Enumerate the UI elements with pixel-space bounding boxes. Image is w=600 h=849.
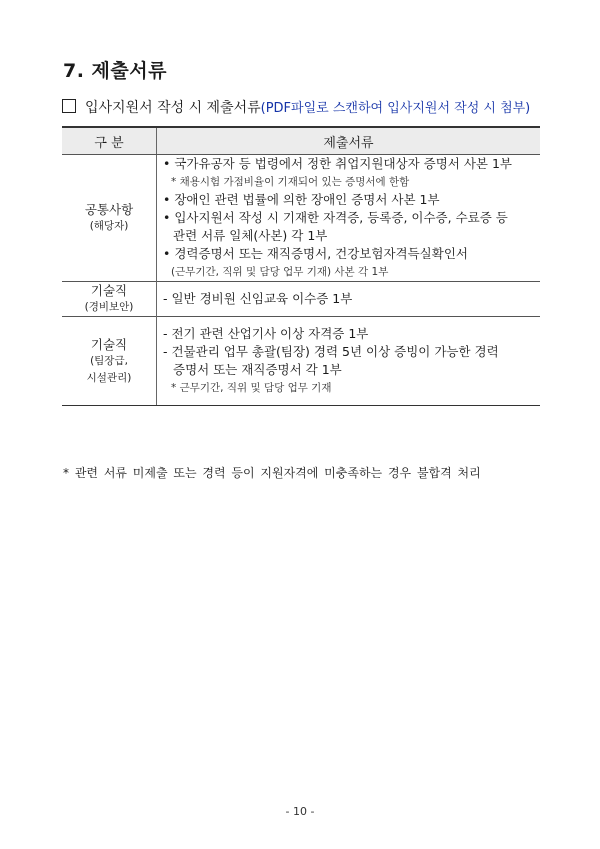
doc-line: - 일반 경비원 신임교육 이수증 1부 xyxy=(163,291,353,306)
doc-note: (근무기간, 직위 및 담당 업무 기재) 사본 각 1부 xyxy=(171,266,389,278)
doc-line: - 전기 관련 산업기사 이상 자격증 1부 xyxy=(163,326,369,341)
subsection-note: (PDF파일로 스캔하여 입사지원서 작성 시 첨부) xyxy=(260,101,531,116)
subsection-heading xyxy=(62,97,530,117)
category-sublabel: 시설관리) xyxy=(86,371,132,384)
table-row xyxy=(62,282,540,317)
doc-line: • 장애인 관련 법률에 의한 장애인 증명서 사본 1부 xyxy=(163,192,440,207)
doc-line: - 건물관리 업무 총괄(팀장) 경력 5년 이상 증빙이 가능한 경력 xyxy=(163,344,499,359)
table-row xyxy=(62,317,540,406)
page-number: - 10 - xyxy=(285,805,315,818)
table-header-row xyxy=(62,127,540,155)
doc-line: • 국가유공자 등 법령에서 정한 취업지원대상자 증명서 사본 1부 xyxy=(163,156,512,171)
category-label: 기술직 xyxy=(90,336,128,352)
table-row xyxy=(62,155,540,282)
header-documents: 제출서류 xyxy=(157,127,541,155)
category-sublabel: (경비보안) xyxy=(84,301,134,313)
checkbox-square-icon xyxy=(62,99,76,113)
subsection-title: 입사지원서 작성 시 제출서류 xyxy=(85,100,261,116)
doc-note: * 근무기간, 직위 및 담당 업무 기재 xyxy=(171,382,332,394)
category-cell xyxy=(62,282,157,317)
section-heading: 7. 제출서류 xyxy=(63,60,167,82)
category-sublabel: (팀장급, xyxy=(90,354,128,367)
doc-note: * 채용시험 가점비율이 기재되어 있는 증명서에 한함 xyxy=(171,176,410,188)
category-cell xyxy=(62,317,157,406)
doc-line: 증명서 또는 재직증명서 각 1부 xyxy=(173,362,342,377)
category-cell xyxy=(62,155,157,282)
documents-table xyxy=(62,126,540,406)
footnote: * 관련 서류 미제출 또는 경력 등이 지원자격에 미충족하는 경우 불합격 처리 xyxy=(63,466,481,480)
doc-line: • 경력증명서 또는 재직증명서, 건강보험자격득실확인서 xyxy=(163,246,468,261)
documents-cell xyxy=(157,317,541,406)
category-sublabel: (해당자) xyxy=(89,220,129,232)
category-label: 공통사항 xyxy=(84,202,134,217)
header-category: 구 분 xyxy=(62,127,157,155)
category-label: 기술직 xyxy=(90,283,128,298)
doc-line: 관련 서류 일체(사본) 각 1부 xyxy=(173,228,328,243)
documents-cell xyxy=(157,155,541,282)
documents-cell xyxy=(157,282,541,317)
doc-line: • 입사지원서 작성 시 기재한 자격증, 등록증, 이수증, 수료증 등 xyxy=(163,210,508,225)
